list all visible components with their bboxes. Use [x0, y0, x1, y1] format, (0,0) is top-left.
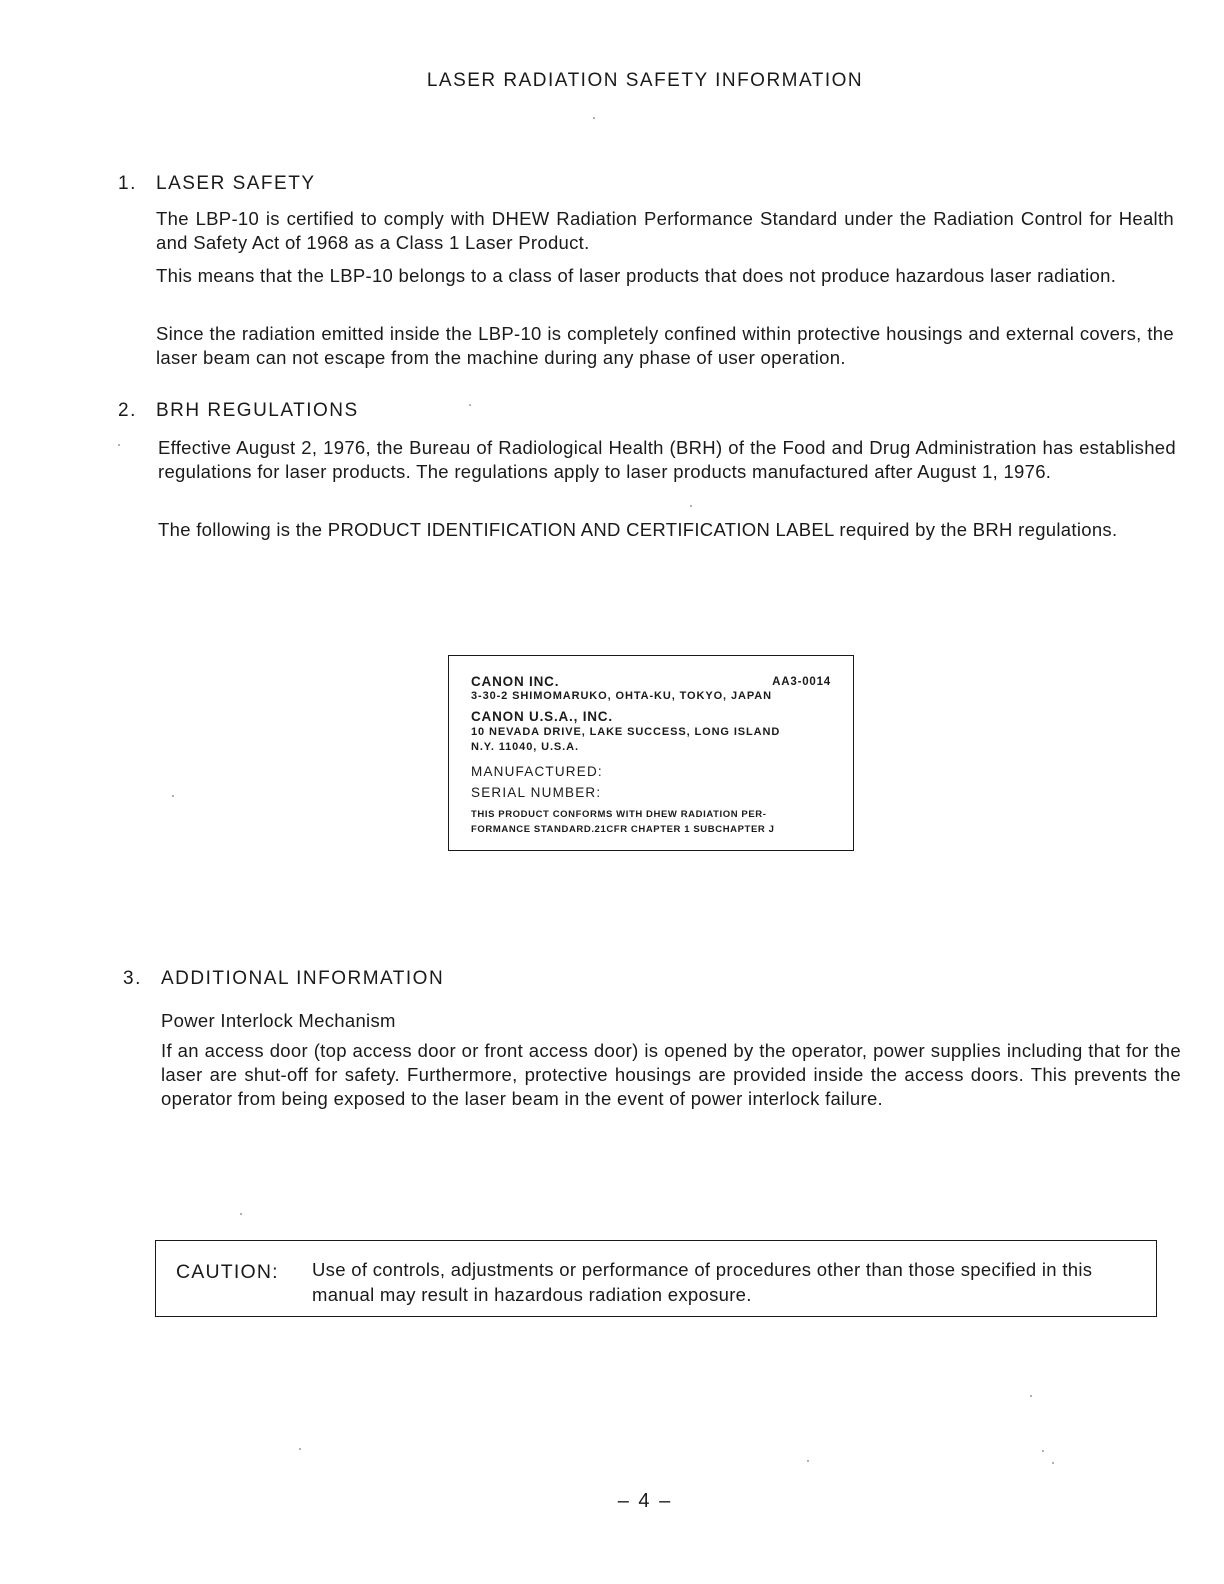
certification-label [448, 655, 854, 851]
caution-label: CAUTION: [176, 1261, 279, 1283]
section-1-paragraph-1: The LBP-10 is certified to comply with DHEW Radiation Performance Standard under the Radiation Control for Health and Safety Act of 1968 as a Class 1 Laser Product. [156, 208, 1174, 253]
section-2-title: BRH REGULATIONS [156, 400, 359, 421]
section-1-paragraph-2: This means that the LBP-10 belongs to a class of laser products that does not produce hazardous laser radiation. [156, 265, 1117, 286]
section-1-paragraph-3: Since the radiation emitted inside the LBP-10 is completely confined within protective housings and external covers, the laser beam can not escape from the machine during any phase of user operation. [156, 323, 1174, 368]
page-title: LASER RADIATION SAFETY INFORMATION [426, 70, 864, 91]
section-3-number: 3. [123, 968, 142, 989]
label-address-2-line-2: N.Y. 11040, U.S.A. [471, 741, 579, 753]
page-number: – 4 – [617, 1490, 673, 1512]
label-address-1: 3-30-2 SHIMOMARUKO, OHTA-KU, TOKYO, JAPAN [471, 690, 772, 702]
label-conformity-line-1: THIS PRODUCT CONFORMS WITH DHEW RADIATION PER- [471, 809, 767, 820]
section-1-number: 1. [118, 173, 137, 194]
label-manufactured: MANUFACTURED: [471, 764, 603, 779]
section-3-title: ADDITIONAL INFORMATION [161, 968, 445, 989]
scan-speck [593, 117, 595, 119]
scan-speck [1030, 1395, 1032, 1397]
section-3-heading [123, 968, 444, 990]
label-address-2-line-1: 10 NEVADA DRIVE, LAKE SUCCESS, LONG ISLAND [471, 726, 781, 738]
caution-text: Use of controls, adjustments or performance of procedures other than those specified in this manual may result in hazardous radiation exposure. [312, 1259, 1093, 1305]
scan-speck [469, 404, 471, 406]
section-3-subheading: Power Interlock Mechanism [161, 1010, 396, 1031]
scan-speck [807, 1460, 809, 1462]
label-conformity-line-2: FORMANCE STANDARD.21CFR CHAPTER 1 SUBCHAPTER J [471, 824, 775, 835]
label-code: AA3-0014 [772, 676, 831, 688]
label-header-row [471, 674, 831, 689]
label-company-2: CANON U.S.A., INC. [471, 709, 613, 724]
scan-speck [172, 795, 174, 797]
scan-speck [1042, 1450, 1044, 1452]
section-1-title: LASER SAFETY [156, 173, 316, 194]
section-2-heading [118, 400, 359, 422]
caution-box [155, 1240, 1157, 1317]
section-2-paragraph-2: The following is the PRODUCT IDENTIFICATION AND CERTIFICATION LABEL required by the BRH regulations. [158, 519, 1118, 540]
label-serial-number: SERIAL NUMBER: [471, 785, 602, 800]
section-1-heading [118, 173, 316, 195]
scan-speck [118, 444, 120, 446]
scan-speck [299, 1448, 301, 1450]
section-3-paragraph: If an access door (top access door or front access door) is opened by the operator, power supplies including that for the laser are shut-off for safety. Furthermore, protective housings are provided inside the access doors. This prevents the operator from being exposed to the laser beam in the event of power interlock failure. [161, 1040, 1181, 1109]
scan-speck [1052, 1462, 1054, 1464]
section-2-paragraph-1: Effective August 2, 1976, the Bureau of Radiological Health (BRH) of the Food and Drug Administration has established regulations for laser products. The regulations apply to laser products manufactured after August 1, 1976. [158, 437, 1176, 482]
section-2-number: 2. [118, 400, 137, 421]
label-company: CANON INC. [471, 674, 560, 689]
scan-speck [240, 1213, 242, 1215]
scan-speck [690, 505, 692, 507]
